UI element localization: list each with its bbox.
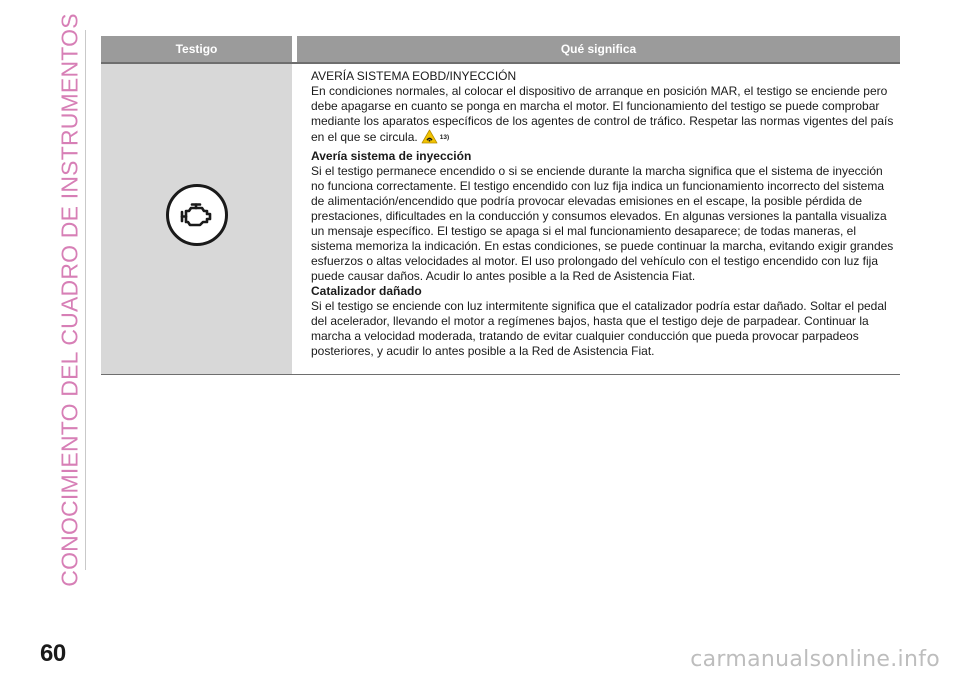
section-side-title-text: CONOCIMIENTO DEL CUADRO DE INSTRUMENTOS bbox=[56, 13, 83, 587]
warning-reference bbox=[421, 129, 449, 144]
meaning-cell bbox=[297, 64, 900, 374]
check-engine-badge bbox=[166, 184, 228, 246]
header-testigo: Testigo bbox=[101, 36, 292, 62]
section-text-catalyst: Si el testigo se enciende con luz intermitente significa que el catalizador podría estar dañado. Soltar el pedal del acelerador, llevando el motor a regímenes bajos, hasta que el testigo deje de parpadear. Continuar la marcha a velocidad moderada, tratando de evitar cualquier conducción que pueda provocar parpadeos posteriores, y acudir lo antes posible a la Red de Asistencia Fiat. bbox=[311, 299, 887, 358]
page-number: 60 bbox=[40, 640, 66, 667]
section-heading-catalyst: Catalizador dañado bbox=[311, 284, 422, 298]
section-heading-injection: Avería sistema de inyección bbox=[311, 149, 472, 163]
watermark: carmanualsonline.info bbox=[690, 647, 940, 672]
side-divider bbox=[85, 30, 86, 570]
table-row bbox=[101, 64, 900, 375]
intro-text: En condiciones normales, al colocar el dispositivo de arranque en posición MAR, el testigo se enciende pero debe apagarse en cuanto se ponga en marcha el motor. El funcionamiento del testigo se puede comprobar mediante los aparatos específicos de los agentes de control de tráfico. Respetar las normas vigentes del país en el que se circula. bbox=[311, 84, 894, 144]
warning-title: AVERÍA SISTEMA EOBD/INYECCIÓN bbox=[311, 69, 517, 83]
warning-triangle-icon bbox=[421, 129, 438, 144]
header-que-significa: Qué significa bbox=[297, 36, 900, 62]
reference-number: 13) bbox=[439, 134, 450, 141]
intro-paragraph bbox=[311, 84, 896, 145]
table-header bbox=[101, 36, 900, 62]
warning-light-cell bbox=[101, 64, 297, 374]
section-side-title bbox=[52, 13, 88, 587]
section-text-injection: Si el testigo permanece encendido o si se enciende durante la marcha significa que el sistema de inyección no funciona correctamente. El testigo encendido con luz fija indica un funcionamiento incorrecto del sistema de alimentación/encendido que podría provocar elevadas emisiones en el escape, la posible pérdida de prestaciones, dificultades en la conducción y consumos elevados. En algunas versiones la pantalla visualiza un mensaje específico. El testigo se apaga si el mal funcionamiento desaparece; de todas maneras, el sistema memoriza la indicación. En estas condiciones, se puede continuar la marcha, evitando exigir grandes esfuerzos o altas velocidades al motor. El uso prolongado del vehículo con el testigo encendido con luz fija puede causar daños. Acudir lo antes posible a la Red de Asistencia Fiat. bbox=[311, 164, 894, 283]
check-engine-icon bbox=[177, 201, 217, 229]
warning-lights-table bbox=[101, 36, 900, 375]
